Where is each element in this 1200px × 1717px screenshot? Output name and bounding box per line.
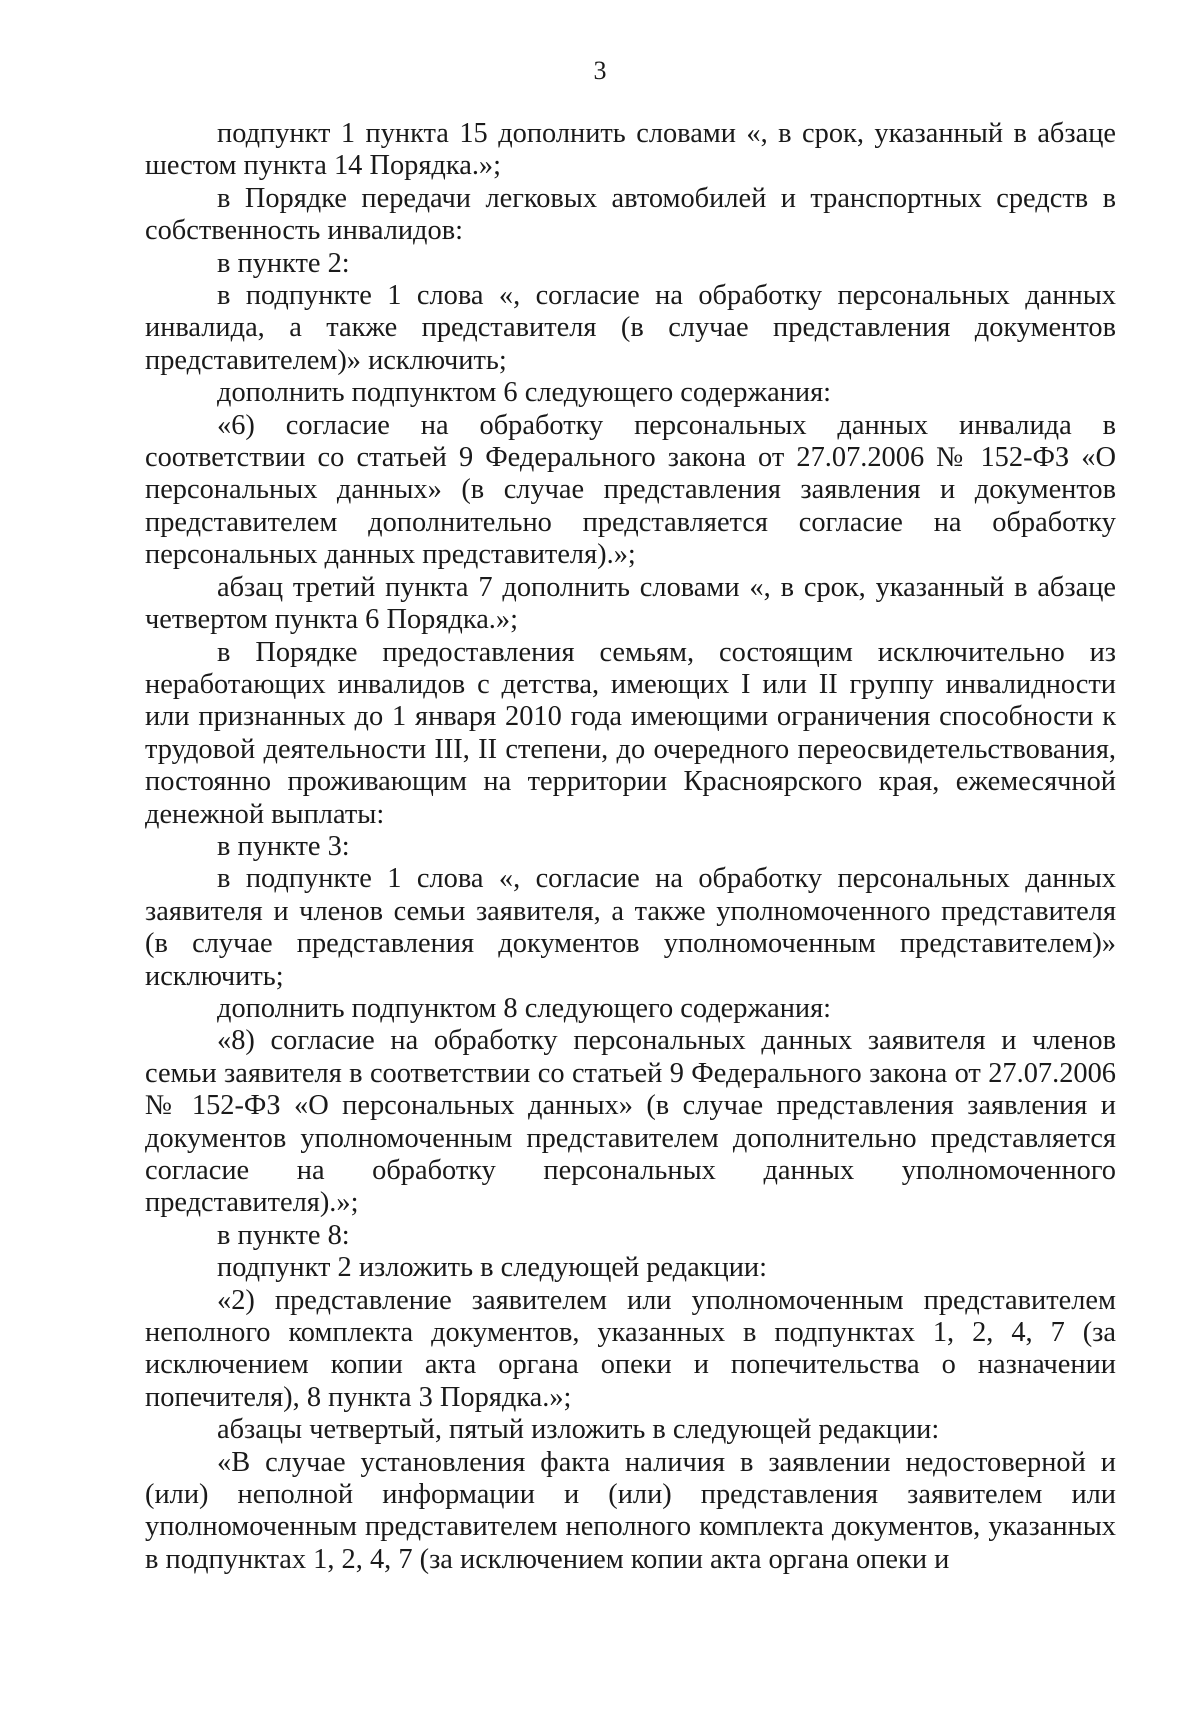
- paragraph: в подпункте 1 слова «, согласие на обработку персональных данных заявителя и членов семьи заявителя, а также уполномоченного представителя (в случае представления документов уполномоченным представителем)» исключить;: [145, 863, 1116, 992]
- paragraph: подпункт 2 изложить в следующей редакции:: [217, 1252, 767, 1284]
- paragraph: в Порядке предоставления семьям, состоящим исключительно из неработающих инвалидов с детства, имеющих I или II группу инвалидности или признанных до 1 января 2010 года имеющими ограничения способности к трудовой деятельности III, II степени, до очередного переосвидетельствования, постоянно проживающим на территории Красноярского края, ежемесячной денежной выплаты:: [145, 636, 1116, 830]
- paragraph: «8) согласие на обработку персональных данных заявителя и членов семьи заявителя в соответствии со статьей 9 Федерального закона от 27.07.2006 № 152-ФЗ «О персональных данных» (в случае представления заявления и документов уполномоченным представителем дополнительно представляется согласие на обработку персональных данных уполномоченного представителя).»;: [145, 1025, 1116, 1219]
- paragraph: дополнить подпунктом 6 следующего содержания:: [217, 377, 832, 409]
- document-body: [145, 118, 1116, 1576]
- page-number: 3: [593, 56, 607, 85]
- paragraph: в пункте 8:: [217, 1219, 350, 1251]
- paragraph: «В случае установления факта наличия в заявлении недостоверной и (или) неполной информации и (или) представления заявителем или уполномоченным представителем неполного комплекта документов, указанных в подпунктах 1, 2, 4, 7 (за исключением копии акта органа опеки и: [145, 1446, 1116, 1575]
- paragraph: абзац третий пункта 7 дополнить словами «, в срок, указанный в абзаце четвертом пункта 6 Порядка.»;: [145, 571, 1116, 636]
- paragraph: в пункте 2:: [217, 247, 350, 279]
- paragraph: в пункте 3:: [217, 830, 350, 862]
- paragraph: в подпункте 1 слова «, согласие на обработку персональных данных инвалида, а также представителя (в случае представления документов представителем)» исключить;: [145, 280, 1116, 376]
- paragraph: дополнить подпунктом 8 следующего содержания:: [217, 992, 832, 1024]
- paragraph: «2) представление заявителем или уполномоченным представителем неполного комплекта документов, указанных в подпунктах 1, 2, 4, 7 (за исключением копии акта органа опеки и попечительства о назначении попечителя), 8 пункта 3 Порядка.»;: [145, 1284, 1116, 1413]
- paragraph: «6) согласие на обработку персональных данных инвалида в соответствии со статьей 9 Федерального закона от 27.07.2006 № 152-ФЗ «О персональных данных» (в случае представления заявления и документов представителем дополнительно представляется согласие на обработку персональных данных представителя).»;: [145, 409, 1116, 571]
- paragraph: подпункт 1 пункта 15 дополнить словами «, в срок, указанный в абзаце шестом пункта 14 Порядка.»;: [145, 118, 1116, 182]
- paragraph: абзацы четвертый, пятый изложить в следующей редакции:: [217, 1414, 940, 1446]
- paragraph: в Порядке передачи легковых автомобилей и транспортных средств в собственность инвалидов:: [145, 182, 1116, 247]
